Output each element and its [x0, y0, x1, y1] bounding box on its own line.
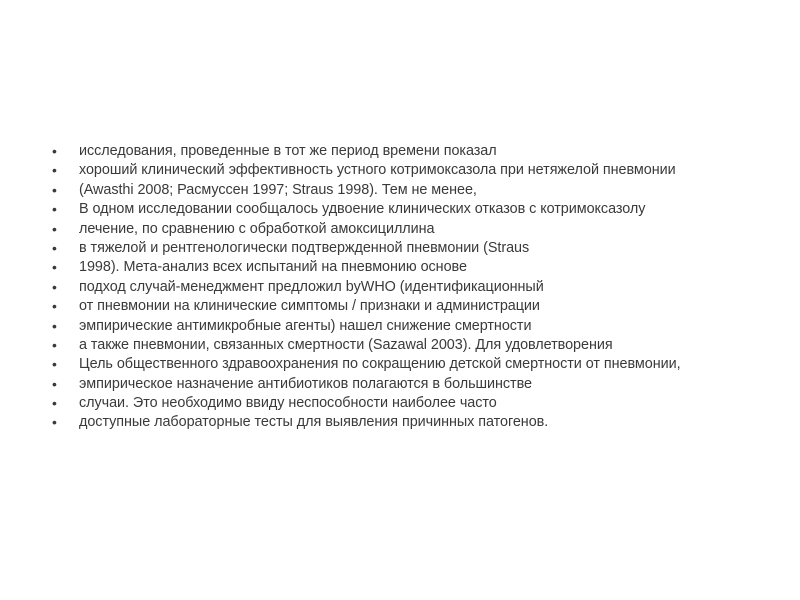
bullet-dot: •: [52, 298, 57, 315]
list-item: [52, 240, 752, 257]
list-item-text: хороший клинический эффективность устного котримоксазола при нетяжелой пневмонии: [79, 162, 676, 179]
list-item-text: Цель общественного здравоохранения по сокращению детской смертности от пневмонии,: [79, 356, 681, 373]
list-item: [52, 298, 752, 315]
list-item: [52, 414, 752, 431]
list-item-text: от пневмонии на клинические симптомы / признаки и администрации: [79, 298, 540, 315]
bullet-list: [52, 143, 752, 434]
bullet-dot: •: [52, 375, 57, 392]
bullet-dot: •: [52, 395, 57, 412]
bullet-dot: •: [52, 356, 57, 373]
list-item-text: исследования, проведенные в тот же период времени показал: [79, 143, 497, 159]
list-item: [52, 182, 752, 199]
list-item-text: 1998). Мета-анализ всех испытаний на пневмонию основе: [79, 259, 467, 276]
bullet-dot: •: [52, 259, 57, 276]
list-item-text: в тяжелой и рентгенологически подтвержденной пневмонии (Straus: [79, 239, 530, 256]
bullet-dot: •: [52, 162, 57, 179]
list-item-text: а также пневмонии, связанных смертности (Sazawal 2003). Для удовлетворения: [79, 336, 613, 353]
bullet-dot: •: [52, 317, 57, 334]
list-item-text: случаи. Это необходимо ввиду неспособности наиболее часто: [79, 395, 497, 412]
list-item-text: (Awasthi 2008; Расмуссен 1997; Straus 1998). Тем не менее,: [79, 181, 477, 198]
bullet-dot: •: [52, 201, 57, 218]
list-item-text: доступные лабораторные тесты для выявления причинных патогенов.: [79, 414, 549, 431]
list-item: [52, 221, 752, 238]
list-item: [52, 279, 752, 296]
list-item-text: подход случай-менеджмент предложил byWHO (идентификационный: [79, 278, 544, 295]
bullet-dot: •: [52, 220, 57, 237]
bullet-dot: •: [52, 414, 57, 431]
list-item: [52, 201, 752, 218]
list-item-text: лечение, по сравнению с обработкой амоксициллина: [79, 220, 435, 237]
list-item: [52, 376, 752, 393]
list-item: [52, 162, 739, 179]
list-item: [52, 395, 752, 412]
list-item-text: В одном исследовании сообщалось удвоение клинических отказов с котримоксазолу: [79, 201, 646, 218]
bullet-dot: •: [52, 336, 57, 353]
list-item: [52, 337, 752, 354]
list-item: [52, 259, 752, 276]
list-item: [52, 143, 752, 160]
bullet-dot: •: [52, 143, 57, 159]
list-item: [52, 356, 719, 373]
bullet-dot: •: [52, 181, 57, 198]
list-item-text: эмпирические антимикробные агенты) нашел снижение смертности: [79, 317, 532, 334]
bullet-dot: •: [52, 239, 57, 256]
bullet-dot: •: [52, 278, 57, 295]
list-item: [52, 318, 752, 335]
list-item-text: эмпирическое назначение антибиотиков полагаются в большинстве: [79, 375, 532, 392]
